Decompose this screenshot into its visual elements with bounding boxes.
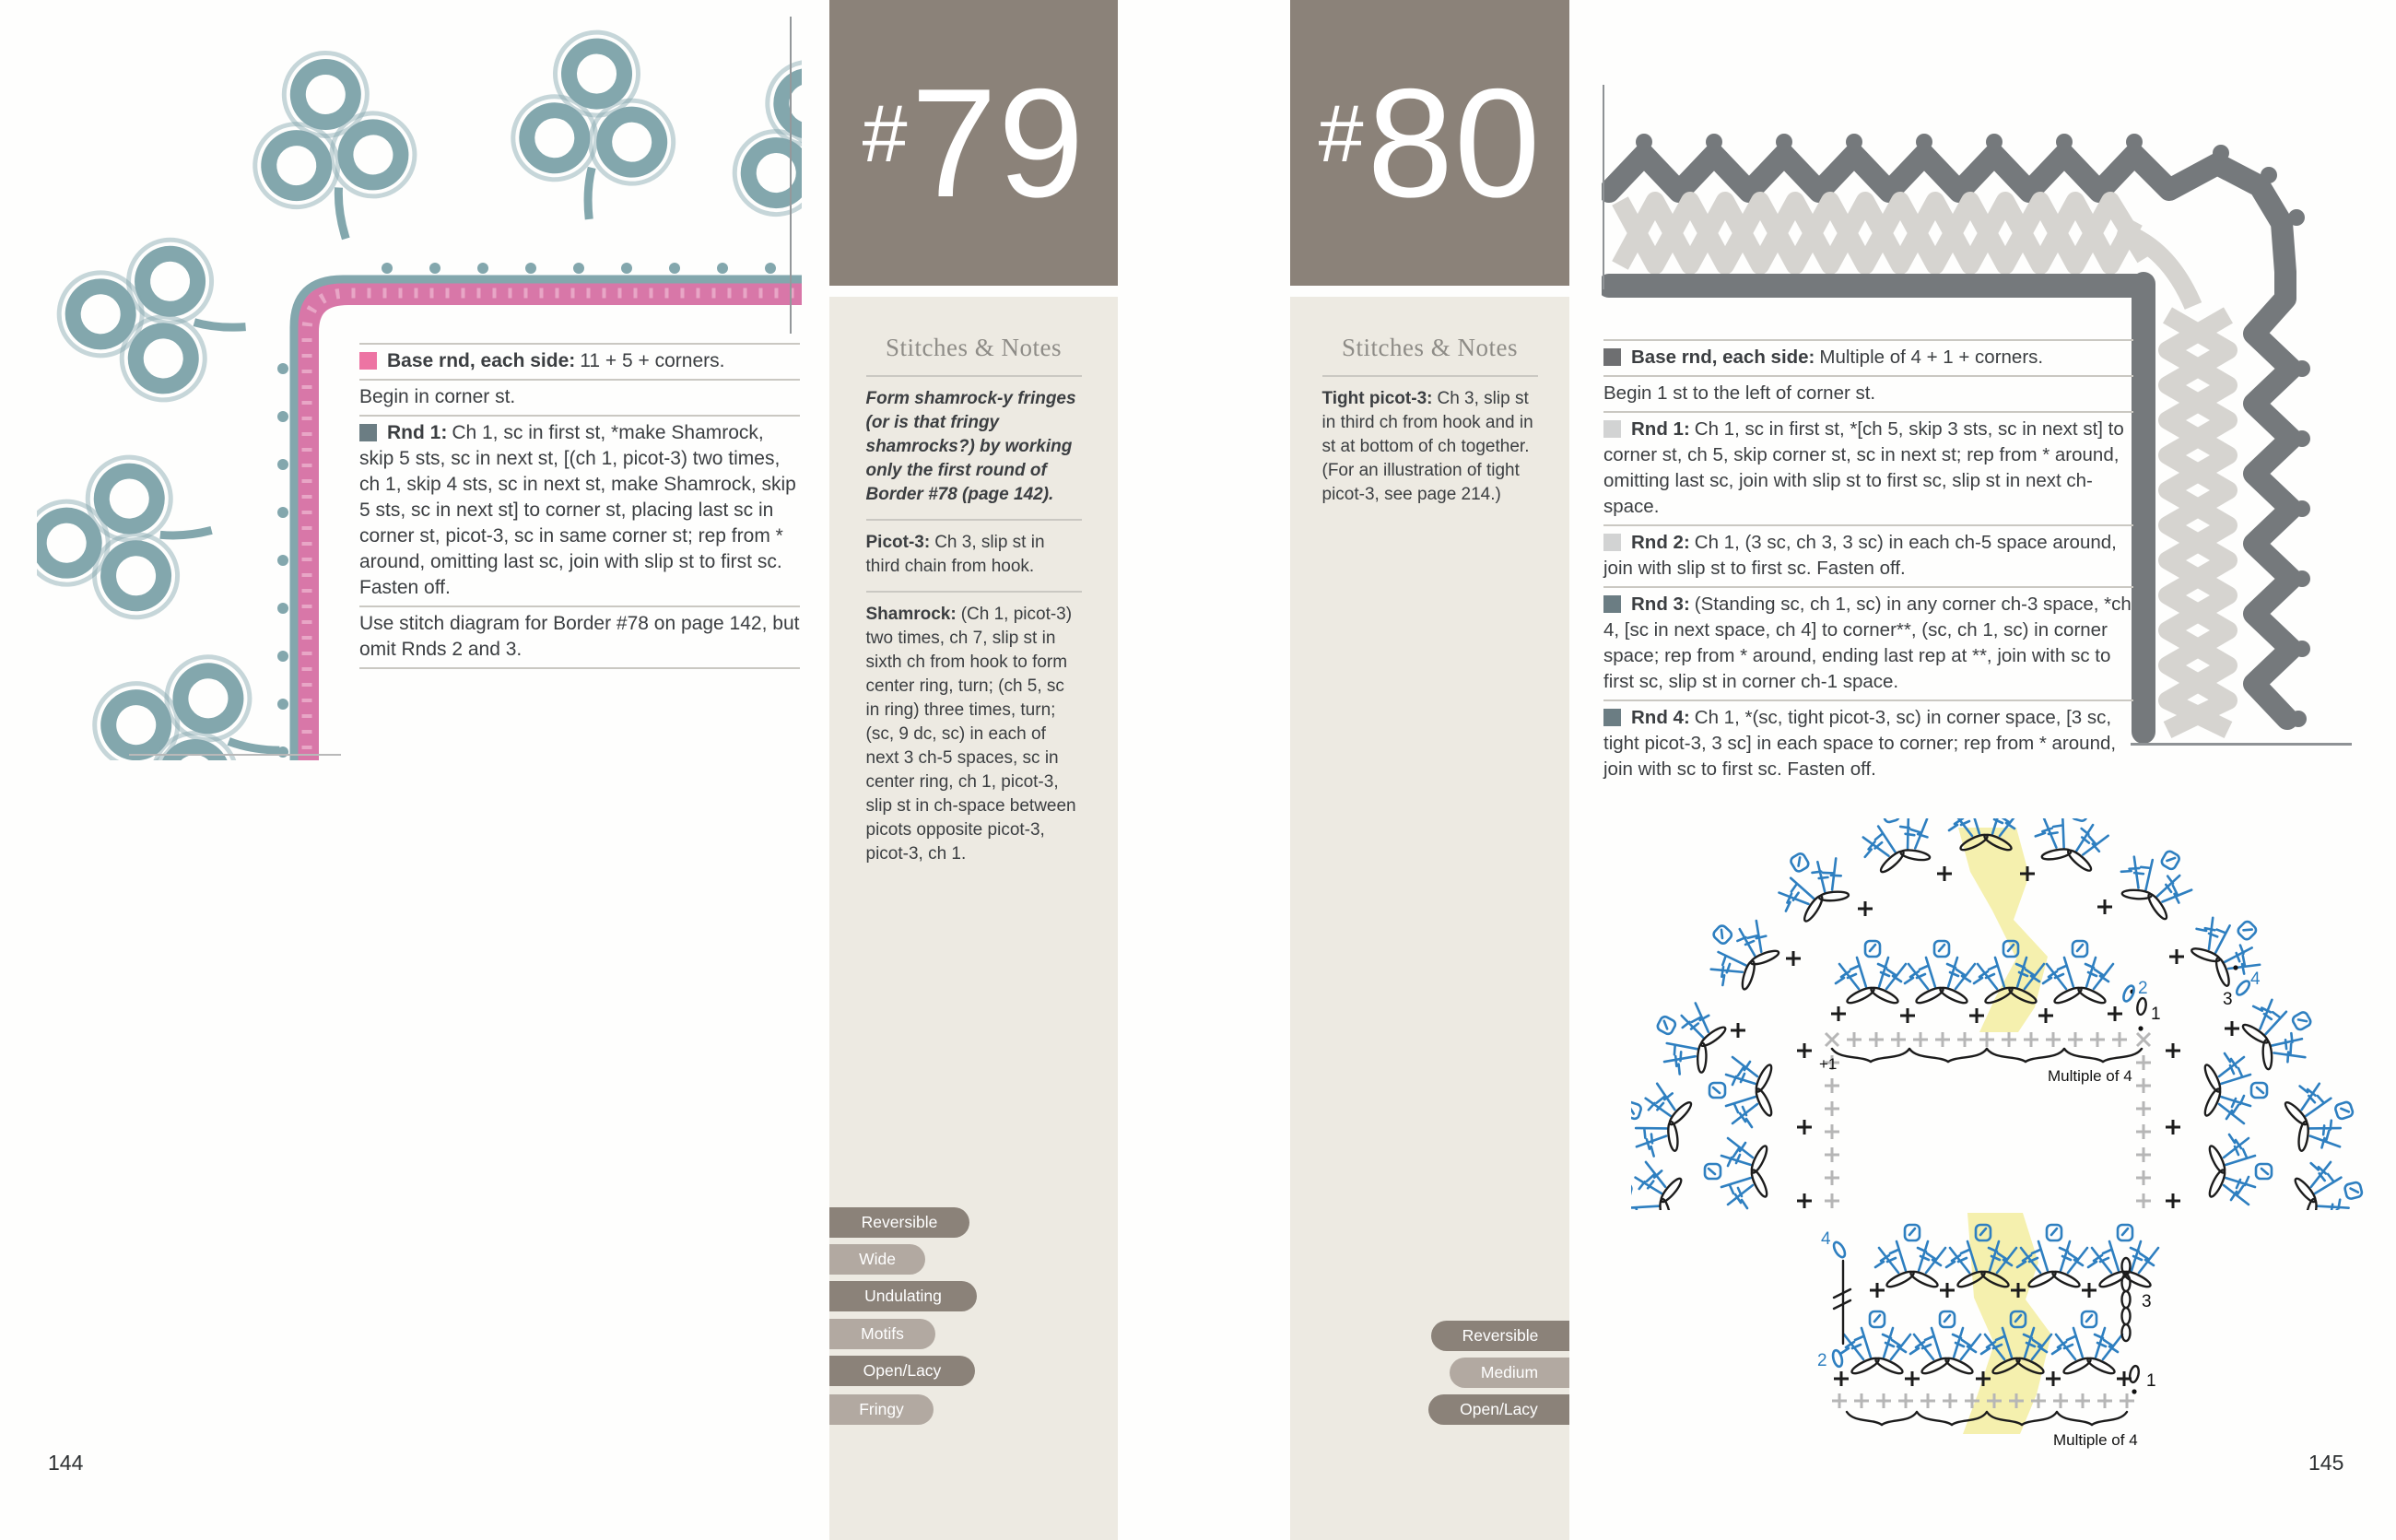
- base-rnd-row: [359, 343, 800, 379]
- round-1-label: 1: [2151, 1005, 2161, 1024]
- tag-wide: Wide: [829, 1244, 925, 1275]
- color-swatch-slate: [1603, 595, 1621, 613]
- multiple-label: Multiple of 4: [2053, 1431, 2138, 1449]
- fabric-edge-line-left: [790, 17, 792, 334]
- shamrock-definition: Shamrock: (Ch 1, picot-3) two times, ch 7, slip st in sixth ch from hook to form center ring, turn; (ch 5, sc in ring) three times, turn; (sc, 9 dc, sc) in each of next 3 ch-5 spaces, sc in center ring, ch 1, picot-3, slip st in ch-space between picots opposite picot-3, picot-3, ch 1.: [866, 591, 1082, 878]
- color-swatch-slate: [1603, 709, 1621, 726]
- shamrock-motif: [241, 42, 426, 250]
- begin-row: Begin 1 st to the left of corner st.: [1603, 375, 2133, 411]
- photo-baseline-left: [129, 754, 341, 756]
- intro-note: Form shamrock-y fringes (or is that fringy shamrocks?) by working only the first round of Border #78 (page 142).: [865, 389, 1076, 504]
- pattern-repeat-highlight: [1958, 828, 2048, 1032]
- rnd1-row: [359, 415, 800, 605]
- tag-reversible: Reversible: [1431, 1321, 1569, 1351]
- base-chain-symbols: [1825, 1032, 2151, 1208]
- round-3-label: 3: [2223, 990, 2233, 1009]
- multiple-label: Multiple of 4: [2048, 1067, 2132, 1085]
- round-4-label: 4: [1821, 1229, 1831, 1249]
- diagram-note-row: Use stitch diagram for Border #78 on page 142, but omit Rnds 2 and 3.: [359, 605, 800, 669]
- hash-sign: #: [1318, 88, 1364, 179]
- begin-row: Begin in corner st.: [359, 379, 800, 415]
- shamrock-motif: [37, 451, 218, 627]
- rnd4-row: Rnd 4: Ch 1, *(sc, tight picot-3, sc) in corner space, [3 sc, tight picot-3, 3 sc] in each space to corner; rep from * around, join with sc to first sc. Fasten off.: [1603, 699, 2133, 787]
- border-number: 80: [1367, 56, 1542, 229]
- stitch-diagram-corner: [1631, 818, 2368, 1210]
- page-number-right: 145: [2308, 1451, 2344, 1475]
- shamrock-motif: [53, 230, 253, 406]
- photo-baseline-right: [2131, 743, 2352, 746]
- stitches-notes-heading: Stitches & Notes: [866, 297, 1082, 377]
- tag-open-lacy: Open/Lacy: [829, 1356, 975, 1386]
- round-2-label: 2: [2138, 979, 2148, 998]
- border-80-number-block: [1290, 0, 1569, 286]
- color-swatch-lightgray: [1603, 534, 1621, 551]
- tag-fringy: Fringy: [829, 1394, 934, 1425]
- color-swatch-pink: [359, 352, 377, 370]
- repeat-braces: [1832, 1049, 2142, 1062]
- stitch-diagram-repeat: [1806, 1205, 2212, 1482]
- tag-medium: Medium: [1450, 1358, 1569, 1388]
- instructions-79: [359, 343, 800, 669]
- tag-open-lacy: Open/Lacy: [1428, 1394, 1569, 1425]
- tight-picot3-definition: Tight picot-3: Ch 3, slip st in third ch from hook and in st at bottom of ch together. (For an illustration of tight picot-3, see page 214.): [1321, 389, 1533, 504]
- rnd1-label: Rnd 1:: [387, 422, 448, 443]
- base-rnd-label: Base rnd, each side:: [387, 350, 576, 371]
- base-rnd-value: 11 + 5 + corners.: [580, 350, 725, 371]
- border-number: 79: [910, 56, 1086, 229]
- picot3-definition: Picot-3: Ch 3, slip st in third chain from hook.: [866, 519, 1082, 591]
- tag-reversible: Reversible: [829, 1207, 969, 1238]
- border-80-notes-column: [1290, 297, 1569, 1540]
- hash-sign: #: [862, 88, 908, 179]
- instructions-80: [1603, 339, 2133, 787]
- round-3-label: 3: [2142, 1292, 2152, 1311]
- shamrock-motif: [509, 29, 678, 224]
- round-2-label: 2: [1817, 1351, 1827, 1370]
- color-swatch-darkgray: [1603, 348, 1621, 366]
- fabric-edge-line-right: [1603, 85, 1604, 289]
- tag-undulating: Undulating: [829, 1281, 977, 1311]
- turning-chain: [2122, 1258, 2131, 1341]
- border-79-notes-column: [829, 297, 1118, 1540]
- rnd3-row: Rnd 3: (Standing sc, ch 1, sc) in any corner ch-3 space, *ch 4, [sc in next space, ch 4] to corner**, (sc, ch 1, sc) in corner space; rep from * around, ending last rep at **, join with sc to first sc, slip st in corner ch-1 space.: [1603, 586, 2133, 699]
- border-79-number-block: [829, 0, 1118, 286]
- rnd1-text: Ch 1, sc in first st, *make Shamrock, skip 5 sts, sc in next st, [(ch 1, picot-3) two times, ch 1, skip 4 sts, sc in next st, make Shamrock, skip 5 sts, sc in next st] to corner st, placing last sc in corner st, picot-3, sc in same corner st; rep from * around, omitting last sc, join with slip st to first sc. Fasten off.: [359, 422, 796, 598]
- page-number-left: 144: [48, 1451, 84, 1475]
- rnd2-row: Rnd 2: Ch 1, (3 sc, ch 3, 3 sc) in each ch-5 space around, join with slip st to first sc. Fasten off.: [1603, 524, 2133, 586]
- color-swatch-slate: [359, 424, 377, 441]
- round-1-label: 1: [2146, 1371, 2156, 1391]
- round-4-label: 4: [2250, 970, 2261, 989]
- plus-one-label: +1: [1819, 1055, 1838, 1073]
- base-rnd-row: Base rnd, each side: Multiple of 4 + 1 + corners.: [1603, 339, 2133, 375]
- color-swatch-lightgray: [1603, 420, 1621, 438]
- stitches-notes-heading: Stitches & Notes: [1322, 297, 1538, 377]
- tag-motifs: Motifs: [829, 1319, 935, 1349]
- rnd1-row: Rnd 1: Ch 1, sc in first st, *[ch 5, skip 3 sts, sc in next st] to corner st, ch 5, skip corner st, sc in next st; rep from * around, omitting last sc, join with slip st to first sc, slip st in next ch-space.: [1603, 411, 2133, 524]
- shamrock-motif: [81, 639, 293, 760]
